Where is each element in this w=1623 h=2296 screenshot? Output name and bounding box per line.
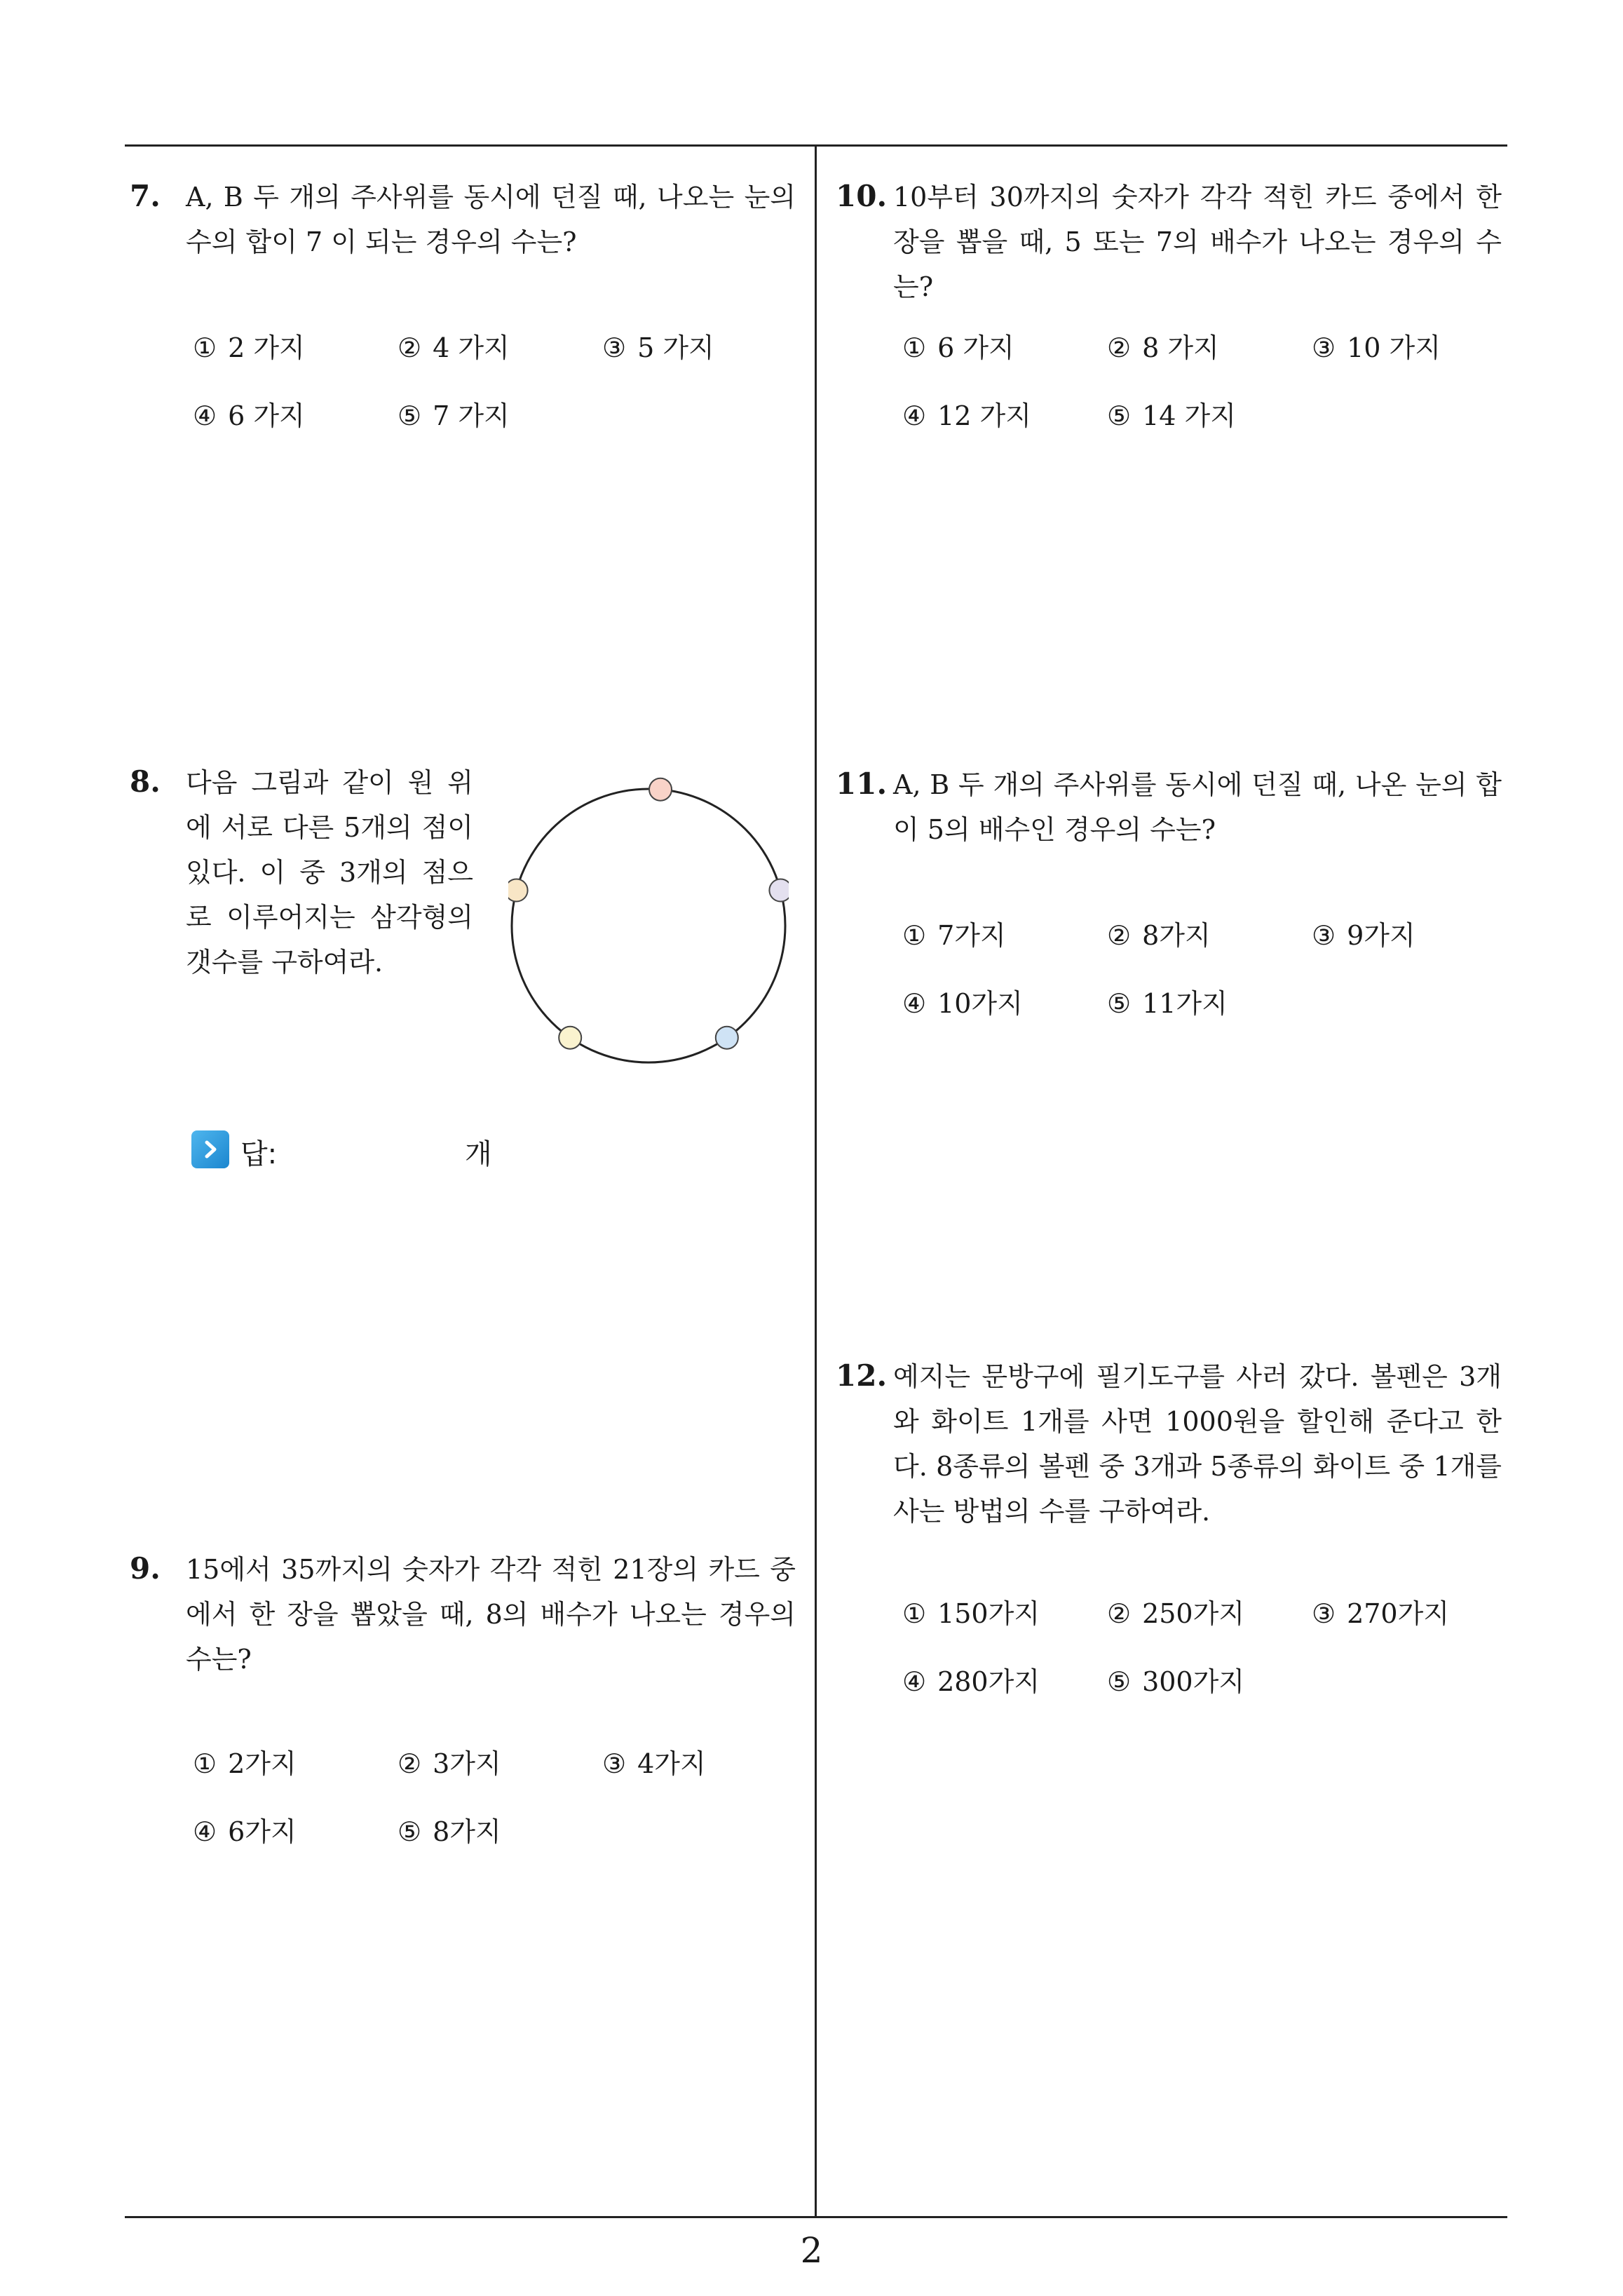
page-number: 2 [800,2230,823,2271]
choice-5[interactable]: ⑤ 8가지 [398,1816,501,1847]
point-left [508,879,528,902]
choice-2[interactable]: ② 8가지 [1107,920,1211,951]
bottom-rule [125,2216,1507,2218]
choice-3[interactable]: ③ 10 가지 [1312,332,1441,363]
point-bottom-right [716,1027,738,1049]
question-text: A, B 두 개의 주사위를 동시에 던질 때, 나온 눈의 합이 5의 배수인 경우의 수는? [893,769,1502,845]
choice-4[interactable]: ④ 280가지 [902,1666,1040,1697]
question-number: 10. [836,179,888,213]
question-number: 7. [130,179,161,213]
chevron-right-icon [191,1130,229,1168]
point-top [649,778,672,801]
choice-1[interactable]: ① 2 가지 [193,332,305,363]
choice-2[interactable]: ② 250가지 [1107,1598,1245,1629]
question-7 [130,179,803,459]
choice-4[interactable]: ④ 12 가지 [902,400,1031,431]
question-10 [836,179,1509,459]
answer-unit: 개 [465,1138,492,1170]
point-bottom-left [559,1027,581,1049]
circle-points-figure [508,771,789,1080]
answer-row [191,1130,542,1173]
choice-1[interactable]: ① 6 가지 [902,332,1014,363]
question-text: 15에서 35까지의 숫자가 각각 적힌 21장의 카드 중에서 한 장을 뽑았을 때, 8의 배수가 나오는 경우의 수는? [186,1554,796,1675]
point-right [769,879,789,902]
circle [512,789,785,1062]
question-number: 11. [836,767,888,801]
column-divider [815,145,817,2217]
question-text: 예지는 문방구에 필기도구를 사러 갔다. 볼펜은 3개와 화이트 1개를 사면 1000원을 할인해 준다고 한다. 8종류의 볼펜 중 3개과 5종류의 화이트 중 1개를 사는 방법의 수를 구하여라. [893,1361,1502,1527]
question-9 [130,1551,803,1867]
choice-4[interactable]: ④ 6 가지 [193,400,305,431]
choice-2[interactable]: ② 4 가지 [398,332,510,363]
choice-3[interactable]: ③ 4가지 [602,1748,706,1779]
question-11 [836,767,1509,1047]
choice-3[interactable]: ③ 9가지 [1312,920,1415,951]
question-12 [836,1358,1509,1709]
choice-5[interactable]: ⑤ 7 가지 [398,400,510,431]
choice-1[interactable]: ① 7가지 [902,920,1006,951]
choice-4[interactable]: ④ 10가지 [902,988,1023,1019]
question-number: 8. [130,764,161,799]
answer-label: 답: [240,1138,278,1170]
choice-2[interactable]: ② 3가지 [398,1748,501,1779]
choice-5[interactable]: ⑤ 14 가지 [1107,400,1236,431]
question-number: 9. [130,1551,161,1586]
choice-1[interactable]: ① 150가지 [902,1598,1040,1629]
choice-3[interactable]: ③ 5 가지 [602,332,714,363]
question-text: A, B 두 개의 주사위를 동시에 던질 때, 나오는 눈의 수의 합이 7 이 되는 경우의 수는? [186,182,796,257]
choice-4[interactable]: ④ 6가지 [193,1816,297,1847]
question-number: 12. [836,1358,888,1393]
choice-1[interactable]: ① 2가지 [193,1748,297,1779]
choice-5[interactable]: ⑤ 300가지 [1107,1666,1245,1697]
question-text: 다음 그림과 같이 원 위에 서로 다른 5개의 점이 있다. 이 중 3개의 점으로 이루어지는 삼각형의 갯수를 구하여라. [186,767,473,978]
question-8 [130,764,803,1185]
question-text: 10부터 30까지의 숫자가 각각 적힌 카드 중에서 한 장을 뽑을 때, 5 또는 7의 배수가 나오는 경우의 수는? [893,182,1502,302]
choice-3[interactable]: ③ 270가지 [1312,1598,1450,1629]
choice-5[interactable]: ⑤ 11가지 [1107,988,1228,1019]
choice-2[interactable]: ② 8 가지 [1107,332,1219,363]
